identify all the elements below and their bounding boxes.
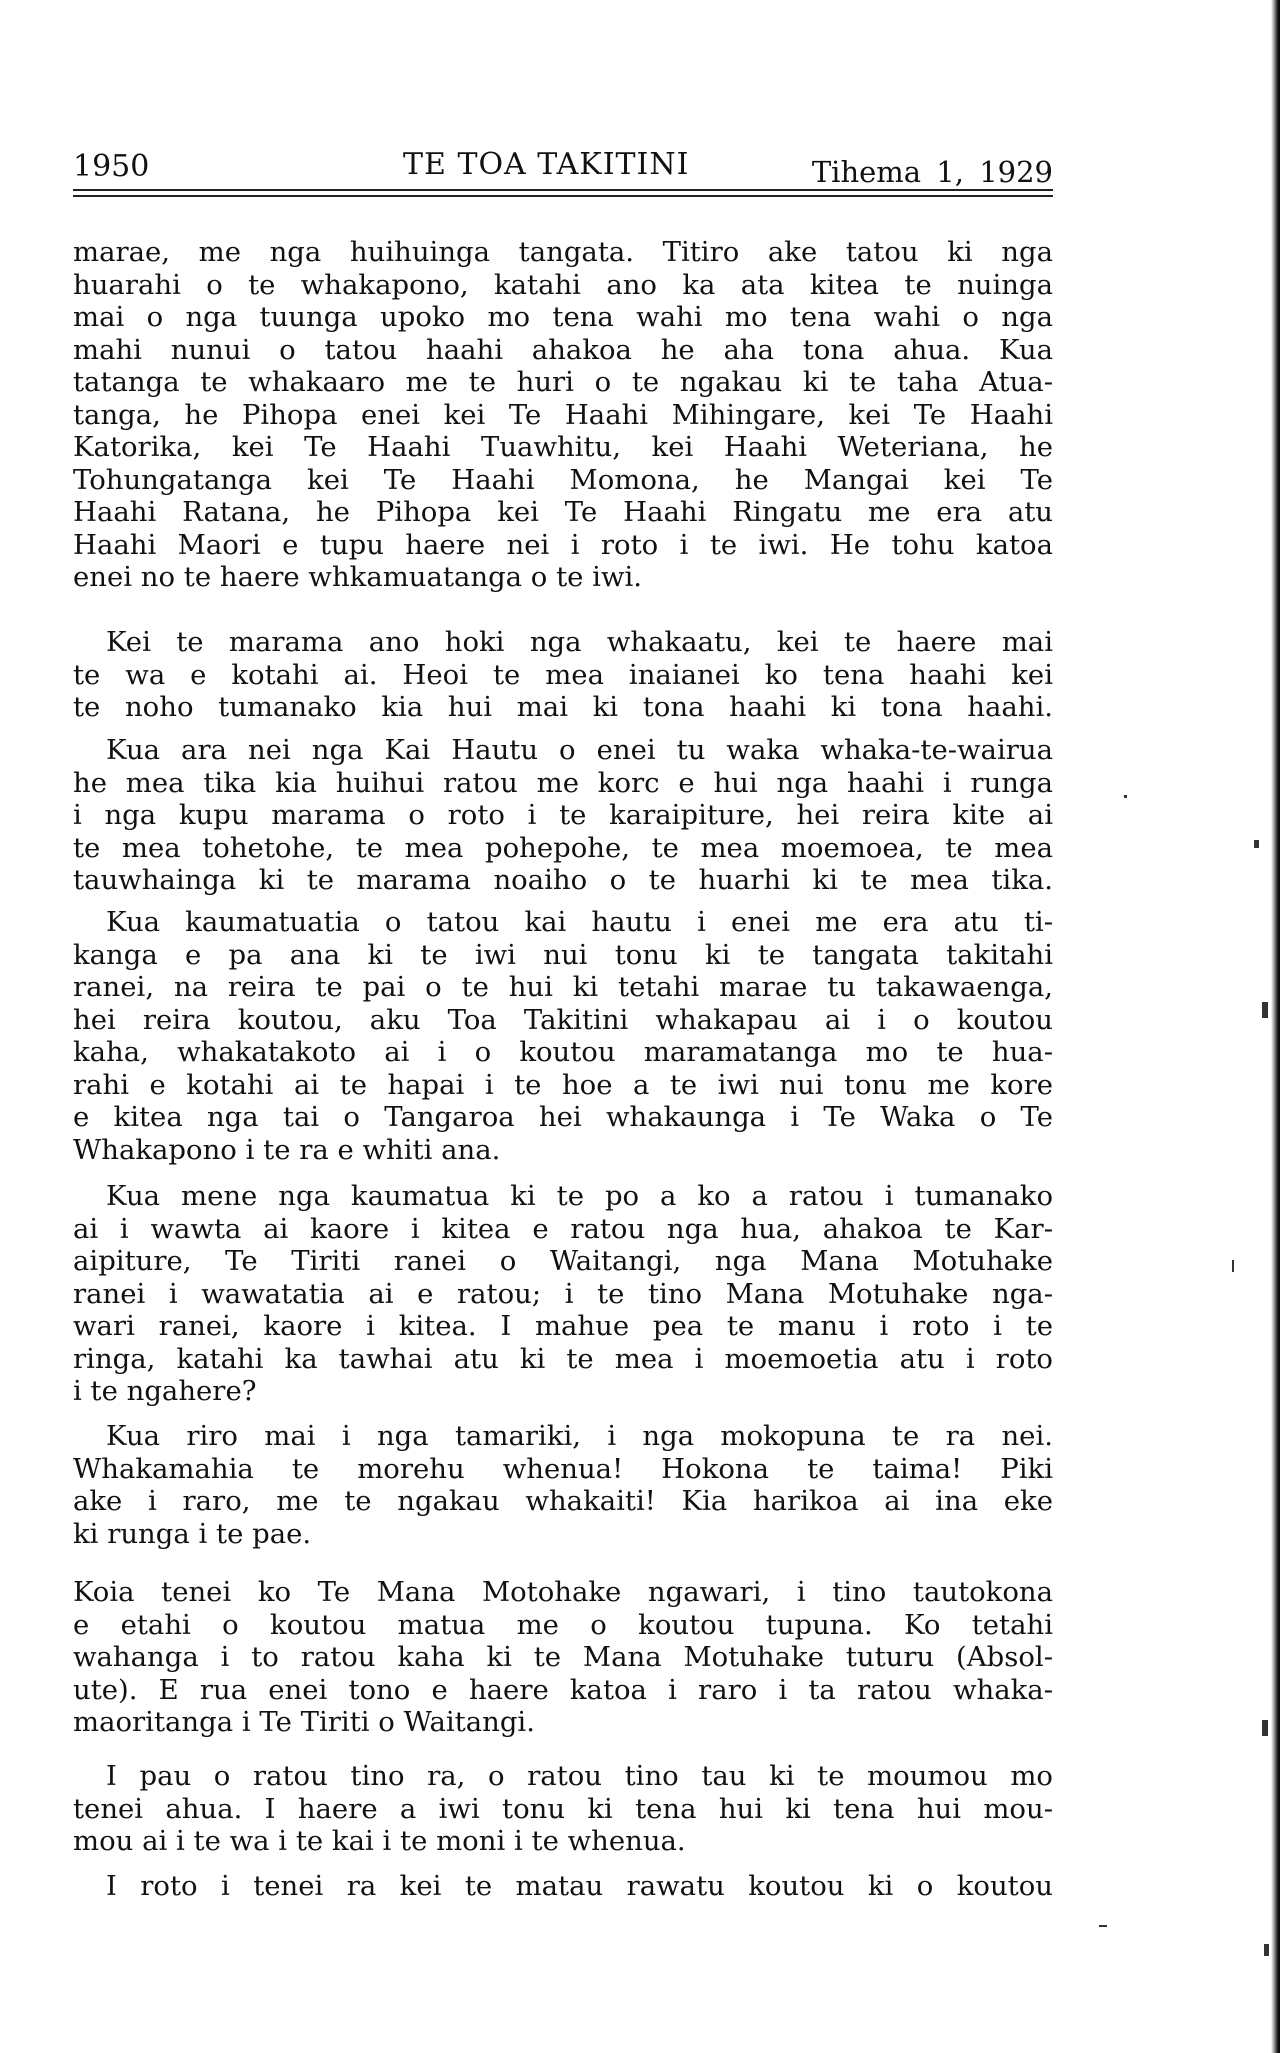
text-line: hei reira koutou, aku Toa Takitini whakapau ai i o koutou [73,1003,1053,1036]
paragraph [73,1870,1053,1903]
text-line: te noho tumanako kia hui mai ki tona haahi ki tona haahi. [73,691,1053,723]
scan-speck [1124,795,1127,798]
paragraph [73,626,1053,724]
text-line: tenei ahua. I haere a iwi tonu ki tena hui ki tena hui mou- [73,1792,1053,1825]
text-line: ranei i wawatatia ai e ratou; i te tino Mana Motuhake nga- [73,1277,1053,1310]
text-line: rahi e kotahi ai te hapai i te hoe a te iwi nui tonu me kore [73,1068,1053,1101]
text-line: Koia tenei ko Te Mana Motohake ngawari, i tino tautokona [73,1576,1053,1608]
text-line: Tohungatanga kei Te Haahi Momona, he Mangai kei Te [73,463,1053,496]
paragraph [73,1420,1053,1550]
paragraph [73,906,1053,1166]
paragraph [73,1576,1053,1739]
text-line: Haahi Maori e tupu haere nei i roto i te iwi. He tohu katoa [73,528,1053,561]
scan-speck [1264,1944,1269,1956]
paragraph [73,236,1053,594]
text-line: Kua ara nei nga Kai Hautu o enei tu waka whaka-te-wairua [106,734,1053,766]
text-line: ai i wawta ai kaore i kitea e ratou nga hua, ahakoa te Kar- [73,1212,1053,1245]
page-number: 1950 [73,149,150,184]
text-line: e etahi o koutou matua me o koutou tupuna. Ko tetahi [73,1608,1053,1641]
scan-speck [1262,1720,1268,1736]
scan-speck [1099,1925,1107,1927]
text-line: ake i raro, me te ngakau whakaiti! Kia harikoa ai ina eke [73,1485,1053,1517]
text-line: te wa e kotahi ai. Heoi te mea inaianei ko tena haahi kei [73,658,1053,691]
text-line: tanga, he Pihopa enei kei Te Haahi Mihingare, kei Te Haahi [73,398,1053,431]
scan-speck [1254,840,1259,848]
text-line: mahi nunui o tatou haahi ahakoa he aha tona ahua. Kua [73,333,1053,366]
text-line: Kua kaumatuatia o tatou kai hautu i enei me era atu ti- [106,906,1053,938]
scan-speck [1232,1260,1234,1272]
text-line: ringa, katahi ka tawhai atu ki te mea i moemoetia atu i roto [73,1342,1053,1375]
text-line: Kei te marama ano hoki nga whakaatu, kei te haere mai [106,626,1053,658]
text-line: tauwhainga ki te marama noaiho o te huarhi ki te mea tika. [73,864,1053,896]
text-line: huarahi o te whakapono, katahi ano ka ata kitea te nuinga [73,268,1053,301]
text-line: e kitea nga tai o Tangaroa hei whakaunga i Te Waka o Te [73,1101,1053,1133]
text-line: Whakapono i te ra e whiti ana. [73,1133,501,1166]
text-line: ki runga i te pae. [73,1517,312,1550]
text-line: i te ngahere? [73,1375,257,1407]
text-line: ranei, na reira te pai o te hui ki tetahi marae tu takawaenga, [73,971,1053,1003]
journal-title: TE TOA TAKITINI [403,147,690,182]
paragraph [73,734,1053,897]
text-line: maoritanga i Te Tiriti o Waitangi. [73,1706,535,1738]
text-line: Kua riro mai i nga tamariki, i nga mokopuna te ra nei. [106,1420,1053,1452]
text-line: te mea tohetohe, te mea pohepohe, te mea moemoea, te mea [73,831,1053,864]
text-line: I roto i tenei ra kei te matau rawatu koutou ki o koutou [106,1870,1053,1902]
page-edge-shadow [1271,0,1280,2053]
scan-speck [1262,1002,1268,1018]
text-line: ute). E rua enei tono e haere katoa i raro i ta ratou whaka- [73,1673,1053,1706]
paragraph [73,1760,1053,1858]
text-line: i nga kupu marama o roto i te karaipiture, hei reira kite ai [73,799,1053,831]
text-line: tatanga te whakaaro me te huri o te ngakau ki te taha Atua- [73,366,1053,398]
text-line: he mea tika kia huihui ratou me korc e hui nga haahi i runga [73,766,1053,799]
text-line: marae, me nga huihuinga tangata. Titiro ake tatou ki nga [73,236,1053,268]
paragraph [73,1180,1053,1408]
text-line: mai o nga tuunga upoko mo tena wahi mo tena wahi o nga [73,301,1053,333]
text-line: Whakamahia te morehu whenua! Hokona te taima! Piki [73,1452,1053,1485]
text-line: Katorika, kei Te Haahi Tuawhitu, kei Haahi Weteriana, he [73,431,1053,463]
issue-date: Tihema 1, 1929 [811,155,1053,189]
text-line: Kua mene nga kaumatua ki te po a ko a ratou i tumanako [106,1180,1053,1212]
text-line: I pau o ratou tino ra, o ratou tino tau ki te moumou mo [106,1760,1053,1792]
text-line: enei no te haere whkamuatanga o te iwi. [73,561,643,593]
header-rule-top [73,189,1053,191]
text-line: mou ai i te wa i te kai i te moni i te whenua. [73,1825,686,1857]
page-header [73,145,1053,189]
text-line: aipiture, Te Tiriti ranei o Waitangi, nga Mana Motuhake [73,1245,1053,1277]
text-line: kaha, whakatakoto ai i o koutou maramatanga mo te hua- [73,1036,1053,1068]
text-line: kanga e pa ana ki te iwi nui tonu ki te tangata takitahi [73,938,1053,971]
header-rule-bottom [73,195,1053,197]
text-line: wahanga i to ratou kaha ki te Mana Motuhake tuturu (Absol- [73,1641,1053,1673]
text-line: Haahi Ratana, he Pihopa kei Te Haahi Ringatu me era atu [73,496,1053,528]
text-line: wari ranei, kaore i kitea. I mahue pea te manu i roto i te [73,1310,1053,1342]
